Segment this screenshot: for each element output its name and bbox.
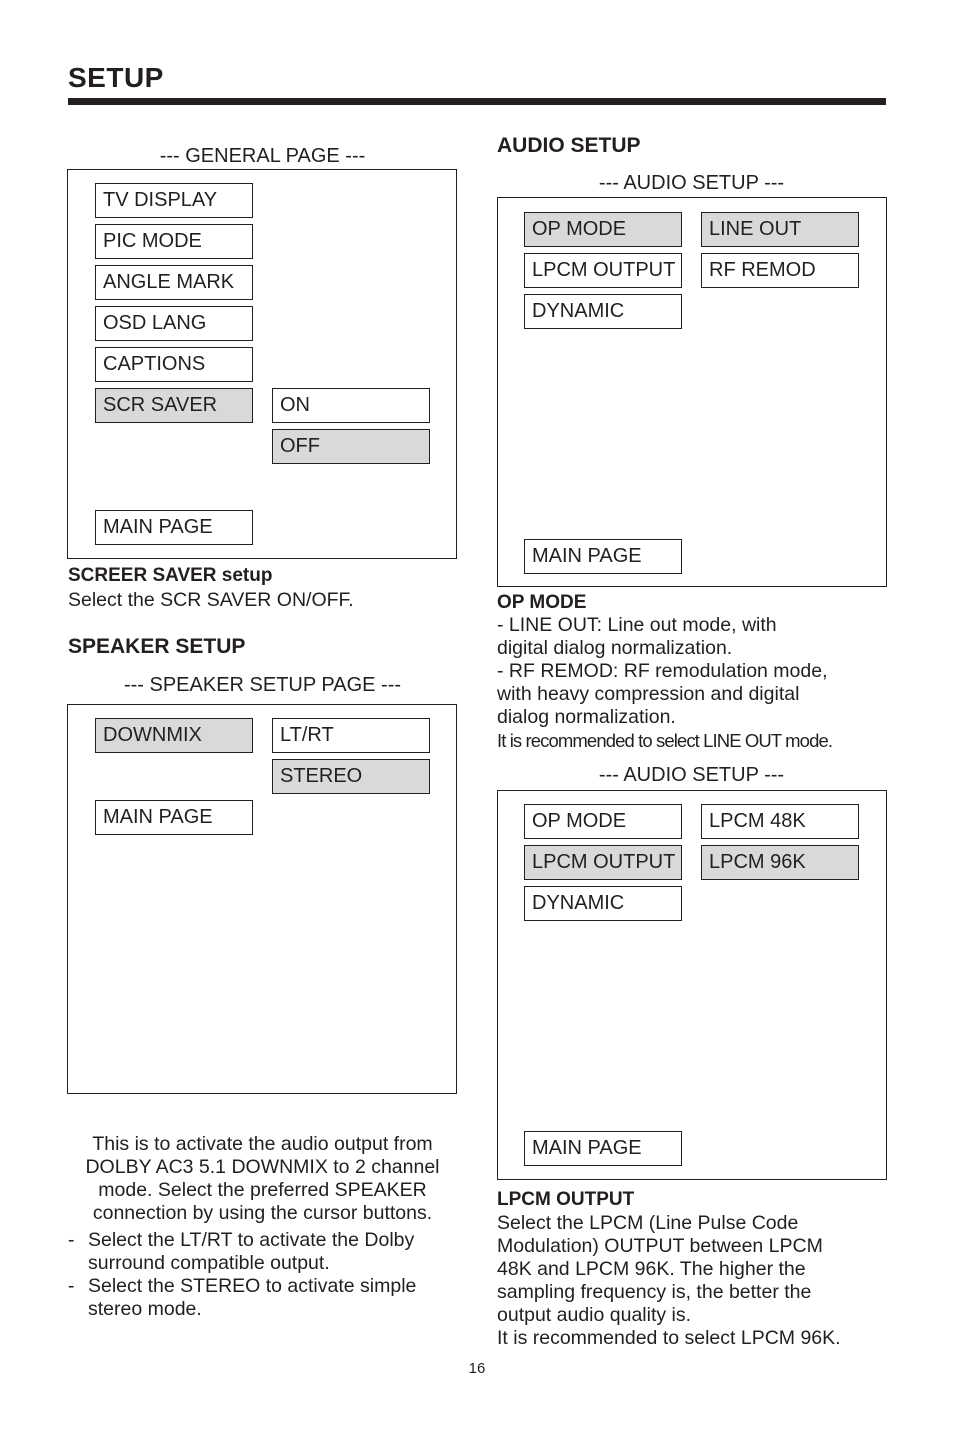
page-number: 16 [468, 1360, 486, 1377]
op-mode-line: with heavy compression and digital [497, 683, 800, 705]
speaker-setup-heading: SPEAKER SETUP [68, 635, 246, 658]
op-mode-text [497, 614, 897, 752]
description-line: This is to activate the audio output from [92, 1133, 433, 1155]
description-line: DOLBY AC3 5.1 DOWNMIX to 2 channel [85, 1156, 440, 1178]
speaker-description [60, 1133, 465, 1225]
lpcm-line: sampling frequency is, the better the [497, 1281, 812, 1303]
menu-pic-mode[interactable]: PIC MODE [95, 224, 253, 259]
speaker-bullets [68, 1229, 468, 1321]
option-lpcm-96k[interactable]: LPCM 96K [701, 845, 859, 880]
menu-dynamic[interactable]: DYNAMIC [524, 886, 682, 921]
option-on[interactable]: ON [272, 388, 430, 423]
op-mode-note: It is recommended to select LINE OUT mode. [497, 730, 833, 751]
audio-setup-heading: AUDIO SETUP [497, 134, 641, 157]
option-lpcm-48k[interactable]: LPCM 48K [701, 804, 859, 839]
menu-scr-saver[interactable]: SCR SAVER [95, 388, 253, 423]
general-page-caption: --- GENERAL PAGE --- [159, 145, 366, 167]
lpcm-line: Modulation) OUTPUT between LPCM [497, 1235, 823, 1257]
description-line: mode. Select the preferred SPEAKER [98, 1179, 427, 1201]
op-mode-line: - LINE OUT: Line out mode, with [497, 614, 777, 636]
lpcm-line: Select the LPCM (Line Pulse Code [497, 1212, 799, 1234]
op-mode-line: dialog normalization. [497, 706, 676, 728]
title-rule [68, 98, 886, 105]
screen-saver-text: Select the SCR SAVER ON/OFF. [68, 589, 354, 611]
audio-setup-caption: --- AUDIO SETUP --- [598, 764, 785, 786]
option-line-out[interactable]: LINE OUT [701, 212, 859, 247]
bullet-line: stereo mode. [88, 1298, 202, 1320]
menu-osd-lang[interactable]: OSD LANG [95, 306, 253, 341]
menu-lpcm-output[interactable]: LPCM OUTPUT [524, 253, 682, 288]
op-mode-line: digital dialog normalization. [497, 637, 733, 659]
menu-downmix[interactable]: DOWNMIX [95, 718, 253, 753]
description-line: connection by using the cursor buttons. [92, 1202, 433, 1224]
bullet-line: Select the LT/RT to activate the Dolby [88, 1229, 415, 1251]
lpcm-line: output audio quality is. [497, 1304, 692, 1326]
general-page-screen [67, 169, 457, 559]
menu-lpcm-output[interactable]: LPCM OUTPUT [524, 845, 682, 880]
option-off[interactable]: OFF [272, 429, 430, 464]
option-rf-remod[interactable]: RF REMOD [701, 253, 859, 288]
menu-captions[interactable]: CAPTIONS [95, 347, 253, 382]
bullet-item [68, 1229, 468, 1275]
main-page-button[interactable]: MAIN PAGE [95, 510, 253, 545]
bullet-line: Select the STEREO to activate simple [88, 1275, 417, 1297]
speaker-setup-screen [67, 704, 457, 1094]
audio-setup-screen-lpcm [497, 790, 887, 1180]
option-stereo[interactable]: STEREO [272, 759, 430, 794]
bullet-line: surround compatible output. [88, 1252, 330, 1274]
page-title: SETUP [68, 62, 164, 93]
lpcm-output-heading: LPCM OUTPUT [497, 1189, 635, 1210]
main-page-button[interactable]: MAIN PAGE [524, 539, 682, 574]
menu-op-mode[interactable]: OP MODE [524, 804, 682, 839]
bullet-item [68, 1275, 468, 1321]
option-lt-rt[interactable]: LT/RT [272, 718, 430, 753]
menu-angle-mark[interactable]: ANGLE MARK [95, 265, 253, 300]
menu-op-mode[interactable]: OP MODE [524, 212, 682, 247]
audio-setup-caption: --- AUDIO SETUP --- [598, 172, 785, 194]
screen-saver-heading: SCREER SAVER setup [68, 565, 273, 586]
menu-dynamic[interactable]: DYNAMIC [524, 294, 682, 329]
op-mode-heading: OP MODE [497, 592, 587, 613]
main-page-button[interactable]: MAIN PAGE [524, 1131, 682, 1166]
main-page-button[interactable]: MAIN PAGE [95, 800, 253, 835]
bullet-dash: - [68, 1275, 75, 1297]
lpcm-line: 48K and LPCM 96K. The higher the [497, 1258, 806, 1280]
bullet-dash: - [68, 1229, 75, 1251]
lpcm-output-text [497, 1212, 917, 1350]
lpcm-line: It is recommended to select LPCM 96K. [497, 1327, 841, 1349]
op-mode-line: - RF REMOD: RF remodulation mode, [497, 660, 828, 682]
audio-setup-screen-op-mode [497, 197, 887, 587]
speaker-setup-caption: --- SPEAKER SETUP PAGE --- [123, 674, 402, 696]
menu-tv-display[interactable]: TV DISPLAY [95, 183, 253, 218]
